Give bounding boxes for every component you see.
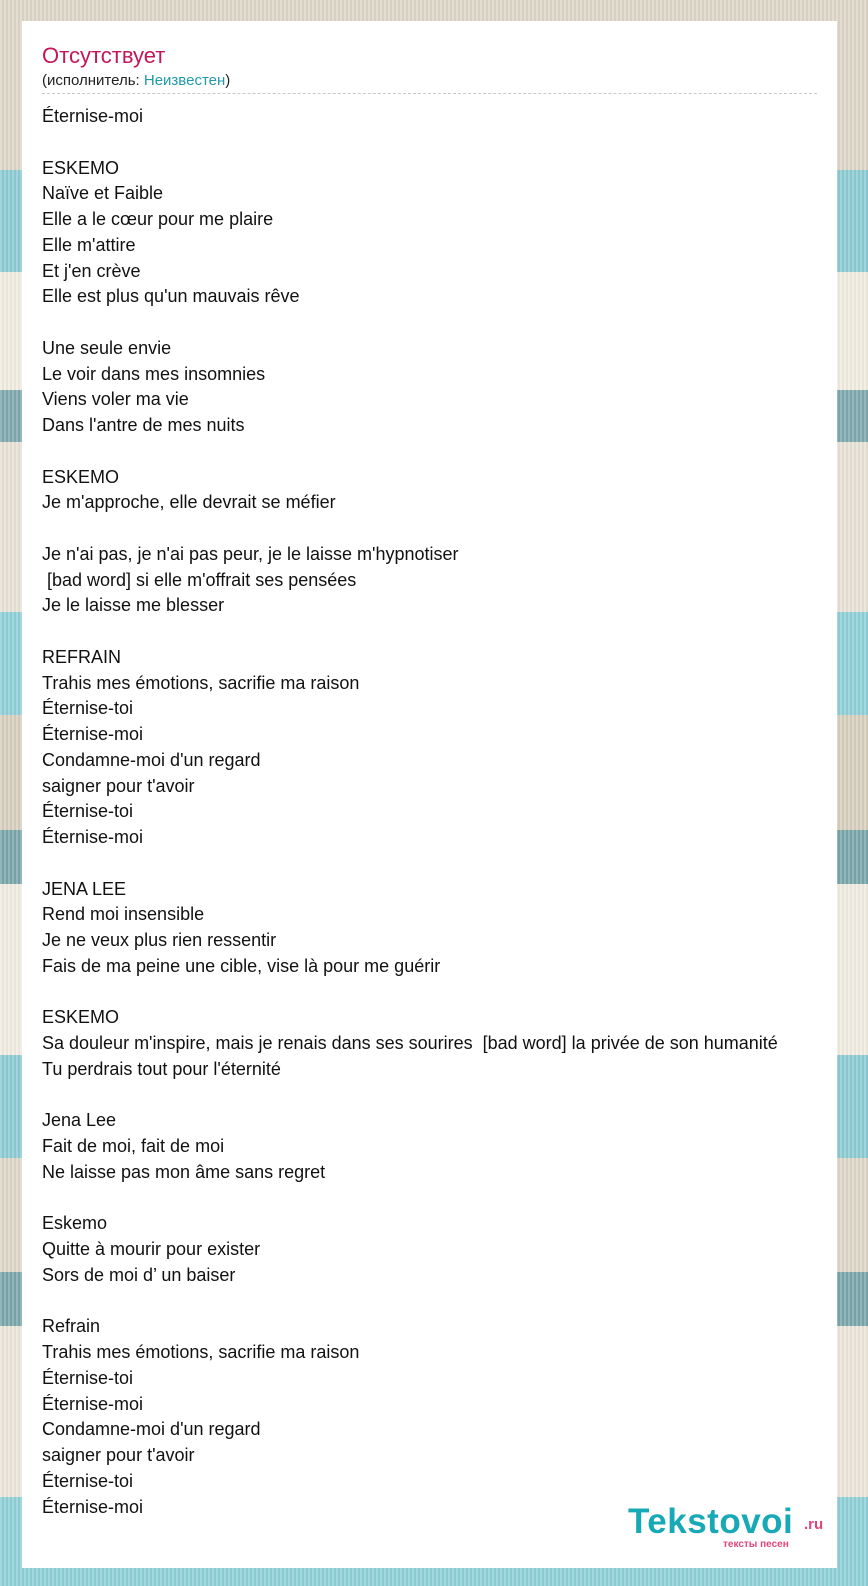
lyric-line: Je n'ai pas, je n'ai pas peur, je le laisse m'hypnotiser [42, 543, 459, 564]
logo-wordmark: Tekstovoi [628, 1502, 794, 1541]
lyric-line: Viens voler ma vie [42, 389, 189, 410]
lyric-line: Tu perdrais tout pour l'éternité [42, 1058, 281, 1079]
header-divider [42, 93, 817, 94]
lyric-line: JENA LEE [42, 878, 127, 899]
lyric-line: Je m'approche, elle devrait se méfier [42, 492, 336, 513]
lyric-line: Trahis mes émotions, sacrifie ma raison [42, 1342, 360, 1362]
lyric-line: Je le laisse me blesser [42, 595, 225, 616]
lyric-line: Elle est plus qu'un mauvais rêve [42, 286, 300, 307]
lyric-line: Fait de moi, fait de moi [42, 1136, 225, 1156]
lyric-line: saigner pour t'avoir [42, 775, 195, 796]
artist-prefix: (исполнитель: [42, 72, 144, 89]
lyric-line: Éternise-moi [42, 1393, 144, 1414]
lyric-line: Elle m'attire [42, 234, 136, 255]
lyric-line: Sors de moi d’ un baiser [42, 1264, 236, 1285]
lyric-line: saigner pour t'avoir [42, 1445, 195, 1465]
lyric-line: [bad word] si elle m'offrait ses pensées [42, 569, 357, 590]
artist-link[interactable]: Неизвестен [143, 72, 226, 89]
lyric-line: Elle a le cœur pour me plaire [42, 209, 274, 229]
lyric-line: Ne laisse pas mon âme sans regret [42, 1161, 326, 1182]
lyric-line: ESKEMO [42, 157, 120, 178]
lyric-line: ESKEMO [42, 466, 120, 487]
lyric-line: Sa douleur m'inspire, mais je renais dans ses sourires [bad word] la privée de son humanité [42, 1033, 778, 1053]
lyric-line: Refrain [42, 1316, 101, 1337]
song-title: Отсутствует [42, 43, 166, 68]
artist-line [42, 72, 230, 90]
logo-tagline: тексты песен [723, 1539, 789, 1550]
lyric-line: Je ne veux plus rien ressentir [42, 930, 277, 950]
lyric-line: Éternise-moi [42, 106, 144, 126]
artist-suffix: ) [225, 72, 231, 89]
lyric-line: Et j'en crève [42, 260, 141, 281]
lyric-line: Fais de ma peine une cible, vise là pour me guérir [42, 955, 441, 976]
lyric-line: Éternise-toi [42, 698, 134, 719]
lyrics-card [22, 21, 837, 1568]
lyric-line: Éternise-toi [42, 801, 134, 822]
lyric-line: Condamne-moi d'un regard [42, 749, 261, 770]
lyric-line: Éternise-moi [42, 724, 144, 744]
lyric-line: Éternise-toi [42, 1367, 134, 1388]
lyric-line: Le voir dans mes insomnies [42, 363, 266, 384]
lyric-line: Trahis mes émotions, sacrifie ma raison [42, 672, 360, 693]
lyric-line: Éternise-toi [42, 1470, 134, 1491]
lyric-line: Jena Lee [42, 1110, 117, 1131]
lyrics-text [42, 104, 778, 1520]
lyric-line: Une seule envie [42, 337, 172, 358]
lyric-line: Condamne-moi d'un regard [42, 1419, 261, 1440]
lyric-line: Rend moi insensible [42, 904, 205, 925]
lyric-line: Naïve et Faible [42, 183, 164, 204]
lyric-line: Quitte à mourir pour exister [42, 1239, 261, 1259]
lyric-line: Dans l'antre de mes nuits [42, 415, 245, 435]
lyric-line: Éternise-moi [42, 827, 144, 847]
lyric-line: REFRAIN [42, 646, 122, 667]
lyric-line: Eskemo [42, 1213, 108, 1234]
lyric-line: Éternise-moi [42, 1496, 144, 1517]
site-logo[interactable] [628, 1502, 833, 1564]
lyric-line: ESKEMO [42, 1007, 120, 1028]
logo-tld: .ru [804, 1516, 824, 1533]
